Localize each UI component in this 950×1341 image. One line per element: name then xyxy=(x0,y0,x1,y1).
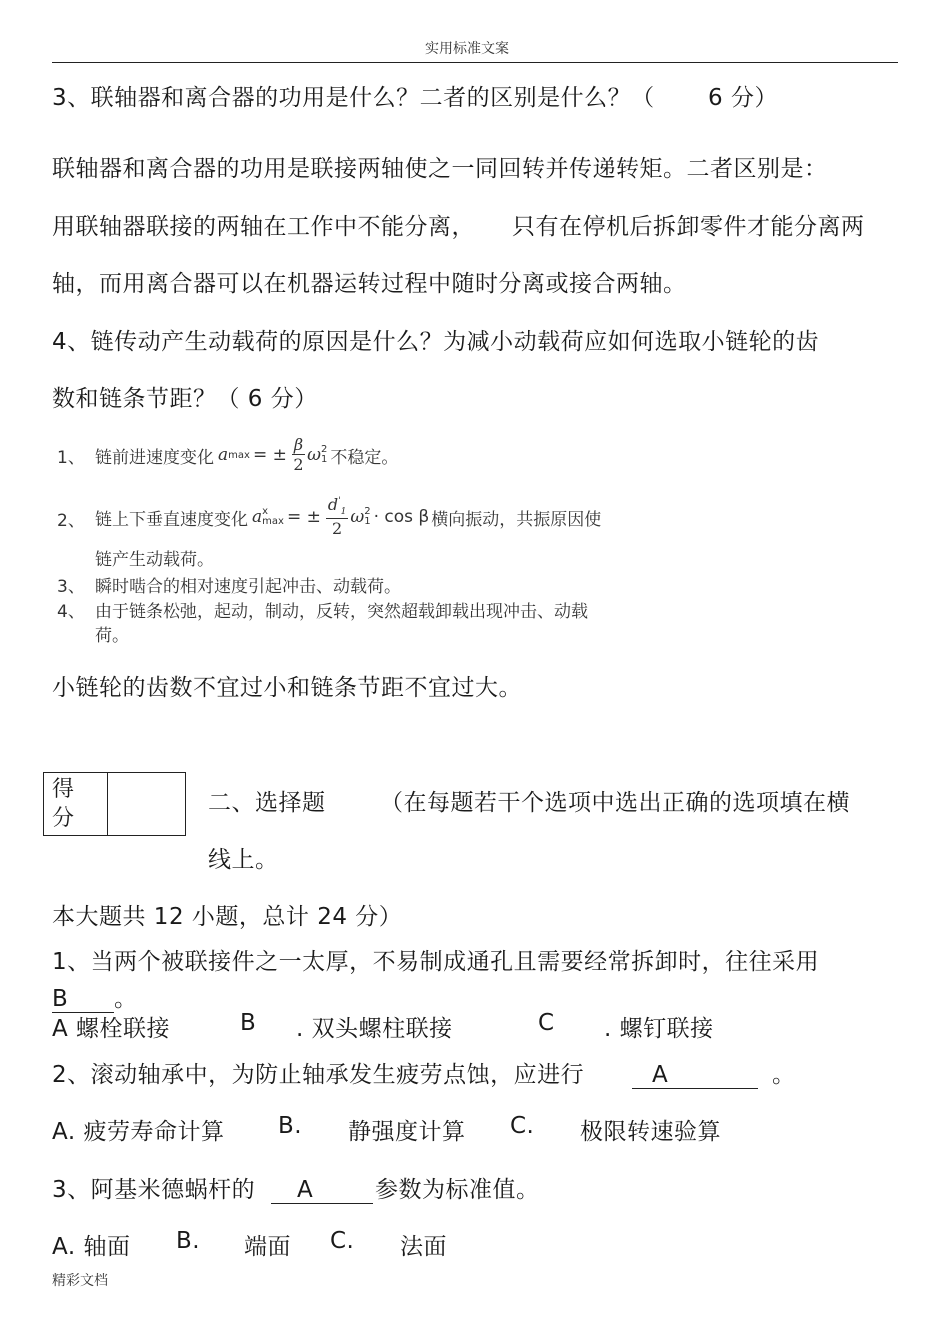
choice1-blank-line xyxy=(52,980,138,1013)
score-box-divider xyxy=(107,773,108,835)
q4-question-line1: 4、链传动产生动载荷的原因是什么？为减小动载荷应如何选取小链轮的齿 xyxy=(52,329,820,355)
q3-answer-line3: 轴，而用离合器可以在机器运转过程中随时分离或接合两轴。 xyxy=(52,271,687,297)
choice3-stem: 3、阿基米德蜗杆的 xyxy=(52,1177,256,1203)
page-header-title: 实用标准文案 xyxy=(425,41,509,57)
point-1-omega-sup: 2 xyxy=(320,444,328,455)
q3-answer-line2a: 用联轴器联接的两轴在工作中不能分离， xyxy=(52,214,475,240)
choice1-after: 。 xyxy=(114,986,138,1012)
q4-question-line2: 数和链条节距？（ 6 分） xyxy=(52,386,318,412)
score-box xyxy=(43,772,186,836)
choice3-option-c-letter: C. xyxy=(330,1228,355,1254)
choice2-option-b: 静强度计算 xyxy=(348,1119,466,1145)
point-2-post: 横向振动，共振原因使 xyxy=(431,509,602,530)
point-1-post: 不稳定。 xyxy=(330,447,399,468)
point-2-eq: = ± xyxy=(286,507,321,527)
point-2-cos: · cos β xyxy=(373,507,430,527)
section2-instruction-cont: 线上。 xyxy=(208,847,279,873)
choice2-option-c-letter: C. xyxy=(510,1113,535,1139)
point-1-pre: 链前进速度变化 xyxy=(95,447,214,468)
point-4-text: 由于链条松弛，起动，制动，反转，突然超载卸载出现冲击、动载 xyxy=(95,602,588,622)
point-2-omega: ω xyxy=(350,507,365,527)
point-1-line xyxy=(95,430,398,480)
choice2-option-b-letter: B. xyxy=(278,1113,303,1139)
choice1-stem: 1、当两个被联接件之一太厚，不易制成通孔且需要经常拆卸时，往往采用 xyxy=(52,949,820,975)
point-1-omega: ω xyxy=(307,445,321,465)
point-2-frac-den: 2 xyxy=(331,519,343,539)
point-4-continuation: 荷。 xyxy=(95,626,129,646)
section2-instruction: （在每题若干个选项中选出正确的选项填在横 xyxy=(380,790,850,816)
point-2-var: a xyxy=(252,507,263,527)
choice2-option-a: A. 疲劳寿命计算 xyxy=(52,1119,225,1145)
point-2-omega-sup: 2 xyxy=(364,506,371,517)
choice3-option-b-letter: B. xyxy=(176,1228,201,1254)
choice1-option-b-letter: B xyxy=(240,1010,257,1036)
point-2-frac-num-sup: ' xyxy=(338,496,341,507)
choice2-option-c: 极限转速验算 xyxy=(580,1119,721,1145)
section2-summary: 本大题共 12 小题，总计 24 分） xyxy=(52,904,403,930)
choice2-blank-line xyxy=(632,1056,796,1089)
point-2-var-sup: x xyxy=(262,506,269,517)
point-1-num: 1、 xyxy=(57,448,85,468)
point-2-frac-num-sub: 1 xyxy=(340,507,347,518)
choice3-option-b: 端面 xyxy=(244,1234,291,1260)
point-1-frac-den: 2 xyxy=(293,455,304,474)
point-2-line xyxy=(95,490,601,544)
choice3-blank-line xyxy=(271,1171,540,1204)
choice2-answer: A xyxy=(632,1062,758,1089)
choice2-after: 。 xyxy=(772,1062,796,1088)
point-2-omega-sub: 1 xyxy=(364,516,371,527)
point-1-var: a xyxy=(218,445,229,465)
point-2-var-sub: max xyxy=(262,516,284,527)
q3-question: 3、联轴器和离合器的功用是什么？二者的区别是什么？（ xyxy=(52,85,655,111)
point-1-frac-num: β xyxy=(293,435,304,454)
choice3-option-c: 法面 xyxy=(400,1234,447,1260)
point-3-text: 瞬时啮合的相对速度引起冲击、动载荷。 xyxy=(95,577,401,597)
header-rule xyxy=(52,62,898,63)
q4-answer: 小链轮的齿数不宜过小和链条节距不宜过大。 xyxy=(52,675,522,701)
score-box-label: 得 分 xyxy=(52,777,75,831)
choice1-option-c-letter: C xyxy=(538,1010,555,1036)
choice1-option-a: A 螺栓联接 xyxy=(52,1016,171,1042)
point-2-num: 2、 xyxy=(57,511,85,531)
choice2-stem: 2、滚动轴承中，为防止轴承发生疲劳点蚀，应进行 xyxy=(52,1062,585,1088)
point-4-num: 4、 xyxy=(57,602,85,622)
point-1-eq: = ± xyxy=(252,445,287,465)
choice3-after: 参数为标准值。 xyxy=(375,1177,540,1203)
point-1-fraction xyxy=(292,437,305,473)
q3-answer-line2b: 只有在停机后拆卸零件才能分离两 xyxy=(512,214,865,240)
choice3-option-a: A. 轴面 xyxy=(52,1234,131,1260)
point-2-pre: 链上下垂直速度变化 xyxy=(95,509,248,530)
point-3-num: 3、 xyxy=(57,577,85,597)
point-1-omega-sub: 1 xyxy=(320,454,328,465)
section2-title: 二、选择题 xyxy=(208,790,326,816)
point-2-frac-num: d xyxy=(327,494,339,514)
choice1-answer: B xyxy=(52,986,114,1013)
point-2-fraction xyxy=(326,494,348,539)
page-footer-text: 精彩文档 xyxy=(52,1273,108,1289)
choice3-answer: A xyxy=(271,1177,373,1204)
point-1-sub: max xyxy=(228,449,250,461)
choice1-option-b: . 双头螺柱联接 xyxy=(296,1016,453,1042)
q3-score: 6 分） xyxy=(708,85,778,111)
q3-answer-line1: 联轴器和离合器的功用是联接两轴使之一同回转并传递转矩。二者区别是： xyxy=(52,156,828,182)
choice1-option-c: . 螺钉联接 xyxy=(604,1016,714,1042)
point-2-continuation: 链产生动载荷。 xyxy=(95,550,214,570)
